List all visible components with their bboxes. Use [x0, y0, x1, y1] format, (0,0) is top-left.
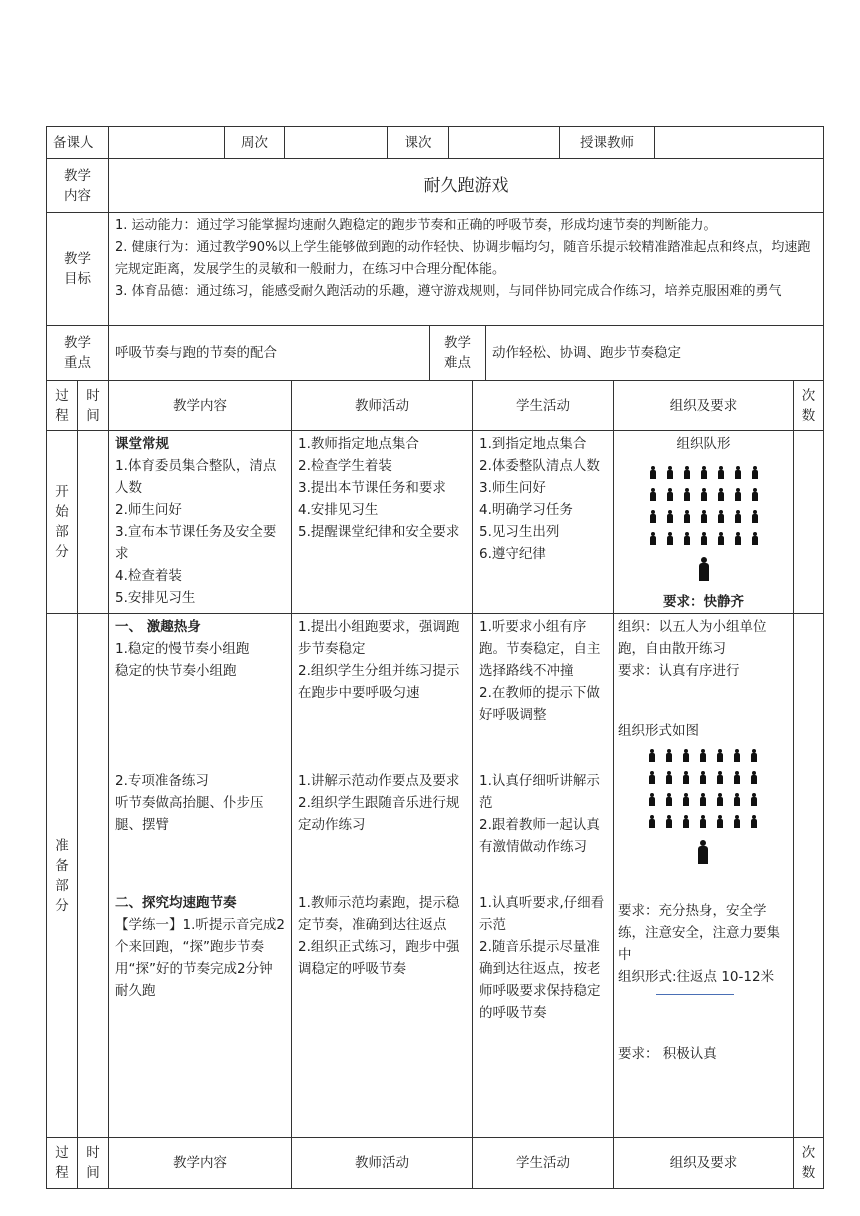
student-icon	[683, 815, 689, 828]
student-icon	[751, 749, 757, 762]
activity-table	[46, 380, 824, 1189]
teacher-icon	[699, 557, 709, 581]
student-icon	[717, 749, 723, 762]
goals-list	[109, 213, 824, 326]
start-organization	[614, 431, 794, 614]
student-icon	[649, 771, 655, 784]
lesson-label: 课次	[388, 127, 449, 159]
prep-student	[473, 614, 614, 1138]
student-icon	[700, 749, 706, 762]
col-organization: 组织及要求	[614, 381, 794, 431]
explore-student: 1.认真听要求,仔细看示范 2.随音乐提示尽量准确到达往返点，按老师呼吸要求保持稳定的呼吸节奏	[479, 895, 605, 1021]
teacher-value	[655, 127, 824, 159]
special-prep-student: 1.认真仔细听讲解示范 2.跟着教师一起认真有激情做动作练习	[479, 773, 600, 855]
student-icon	[666, 793, 672, 806]
explore-content: 【学练一】1.听提示音完成2个来回跑，“探”跑步节奏 用“探”好的节奏完成2分钟耐久跑	[115, 917, 285, 999]
student-icon	[700, 815, 706, 828]
special-prep-content: 2.专项准备练习 听节奏做高抬腿、仆步压腿、摆臂	[115, 773, 264, 833]
week-value	[285, 127, 388, 159]
start-content-title: 课堂常规	[115, 436, 169, 452]
student-icon	[650, 466, 656, 479]
footer-col-student: 学生活动	[473, 1138, 614, 1189]
student-icon	[666, 771, 672, 784]
prep-section-label: 准 备 部 分	[47, 614, 78, 1138]
lesson-value	[449, 127, 560, 159]
special-prep-teacher: 1.讲解示范动作要点及要求 2.组织学生跟随音乐进行规定动作练习	[298, 773, 460, 833]
goal-item: 3. 体育品德：通过练习，能感受耐久跑活动的乐趣，遵守游戏规则，与同伴协同完成合作练习，培养克服困难的勇气	[115, 284, 782, 299]
student-icon	[701, 488, 707, 501]
special-prep-org-title: 组织形式如图	[618, 723, 699, 739]
student-icon	[650, 532, 656, 545]
student-icon	[752, 510, 758, 523]
explore-organization: 要求：充分热身，安全学练，注意安全，注意力要集中 组织形式:往返点 10-12米	[618, 903, 780, 985]
student-icon	[684, 466, 690, 479]
student-icon	[718, 532, 724, 545]
week-label: 周次	[225, 127, 285, 159]
student-icon	[751, 815, 757, 828]
student-icon	[701, 510, 707, 523]
student-icon	[650, 488, 656, 501]
prep-teacher	[292, 614, 473, 1138]
warmup-teacher: 1.提出小组跑要求，强调跑步节奏稳定 2.组织学生分组并练习提示在跑步中要呼吸匀速	[298, 619, 460, 701]
goals-label: 教学 目标	[47, 213, 109, 326]
student-icon	[735, 488, 741, 501]
warmup-organization: 组织：以五人为小组单位跑，自由散开练习 要求：认真有序进行	[618, 619, 767, 679]
footer-col-count: 次 数	[794, 1138, 824, 1189]
warmup-title: 一、 激趣热身	[115, 619, 201, 635]
student-icon	[683, 749, 689, 762]
key-points-table	[46, 325, 824, 381]
student-icon	[684, 532, 690, 545]
student-icon	[752, 488, 758, 501]
student-icon	[649, 793, 655, 806]
prep-time	[78, 614, 109, 1138]
student-icon	[667, 510, 673, 523]
student-icon	[683, 771, 689, 784]
goal-item: 2. 健康行为：通过教学90%以上学生能够做到跑的动作轻快、协调步幅均匀，随音乐提示较精准踏准起点和终点，均速跑完规定距离，发展学生的灵敏和一般耐力，在练习中合理分配体能。	[115, 240, 811, 277]
student-icon	[752, 532, 758, 545]
prep-organization	[614, 614, 794, 1138]
student-icon	[684, 488, 690, 501]
explore-teacher: 1.教师示范均素跑，提示稳定节奏，准确到达往返点 2.组织正式练习，跑步中强调稳定的呼吸节奏	[298, 895, 460, 977]
student-icon	[735, 532, 741, 545]
difficulty-label: 教学 难点	[430, 326, 486, 381]
student-icon	[734, 749, 740, 762]
formation-title: 组织队形	[676, 436, 731, 452]
student-icon	[701, 532, 707, 545]
student-icon	[751, 793, 757, 806]
student-icon	[649, 749, 655, 762]
col-content: 教学内容	[109, 381, 292, 431]
teacher-label: 授课教师	[560, 127, 655, 159]
student-icon	[734, 815, 740, 828]
student-icon	[667, 488, 673, 501]
student-icon	[735, 466, 741, 479]
student-icon	[667, 466, 673, 479]
student-formation	[650, 461, 758, 549]
student-icon	[666, 815, 672, 828]
footer-col-content: 教学内容	[109, 1138, 292, 1189]
footer-col-organization: 组织及要求	[614, 1138, 794, 1189]
student-icon	[717, 793, 723, 806]
student-icon	[701, 466, 707, 479]
lesson-info-table	[46, 126, 824, 326]
student-icon	[684, 510, 690, 523]
student-icon	[666, 749, 672, 762]
footer-col-process: 过 程	[47, 1138, 78, 1189]
col-process: 过 程	[47, 381, 78, 431]
prep-count	[794, 614, 824, 1138]
student-icon	[718, 466, 724, 479]
student-icon	[735, 510, 741, 523]
start-student: 1.到指定地点集合 2.体委整队清点人数 3.师生问好 4.明确学习任务 5.见习生出列 6.遵守纪律	[473, 431, 614, 614]
start-section-label: 开 始 部 分	[47, 431, 78, 614]
student-icon	[734, 771, 740, 784]
start-content-text: 1.体育委员集合整队，清点人数 2.师生问好 3.宣布本节课任务及安全要求 4.检查着装 5.安排见习生	[115, 458, 277, 606]
goal-item: 1. 运动能力：通过学习能掌握均速耐久跑稳定的跑步节奏和正确的呼吸节奏，形成均速节奏的判断能力。	[115, 218, 717, 233]
lesson-topic: 耐久跑游戏	[109, 159, 824, 213]
warmup-student: 1.听要求小组有序跑。节奏稳定，自主选择路线不冲撞 2.在教师的提示下做好呼吸调整	[479, 619, 601, 723]
warmup-content: 1.稳定的慢节奏小组跑 稳定的快节奏小组跑	[115, 641, 250, 679]
student-icon	[718, 488, 724, 501]
explore-title: 二、探究均速跑节奏	[115, 895, 237, 911]
start-count	[794, 431, 824, 614]
preparer-value	[109, 127, 225, 159]
student-icon	[717, 771, 723, 784]
student-icon	[751, 771, 757, 784]
student-icon	[650, 510, 656, 523]
content-label: 教学 内容	[47, 159, 109, 213]
col-student: 学生活动	[473, 381, 614, 431]
difficulty-value: 动作轻松、协调、跑步节奏稳定	[486, 326, 824, 381]
start-time	[78, 431, 109, 614]
student-icon	[752, 466, 758, 479]
teacher-icon	[698, 840, 708, 864]
col-time: 时 间	[78, 381, 109, 431]
student-icon	[718, 510, 724, 523]
footer-col-time: 时 间	[78, 1138, 109, 1189]
start-teacher: 1.教师指定地点集合 2.检查学生着装 3.提出本节课任务和要求 4.安排见习生 5.提醒课堂纪律和安全要求	[292, 431, 473, 614]
explore-requirement: 要求： 积极认真	[618, 1046, 717, 1062]
preparer-label: 备课人	[47, 127, 109, 159]
start-content	[109, 431, 292, 614]
col-count: 次 数	[794, 381, 824, 431]
student-icon	[700, 771, 706, 784]
footer-col-teacher: 教师活动	[292, 1138, 473, 1189]
prep-content	[109, 614, 292, 1138]
student-icon	[649, 815, 655, 828]
start-requirement: 要求：快静齐	[663, 594, 744, 610]
col-teacher: 教师活动	[292, 381, 473, 431]
key-point-label: 教学 重点	[47, 326, 109, 381]
student-icon	[683, 793, 689, 806]
prep-formation	[649, 744, 757, 832]
student-icon	[734, 793, 740, 806]
student-icon	[667, 532, 673, 545]
student-icon	[717, 815, 723, 828]
shuttle-line	[656, 994, 734, 995]
student-icon	[700, 793, 706, 806]
key-point-value: 呼吸节奏与跑的节奏的配合	[109, 326, 430, 381]
